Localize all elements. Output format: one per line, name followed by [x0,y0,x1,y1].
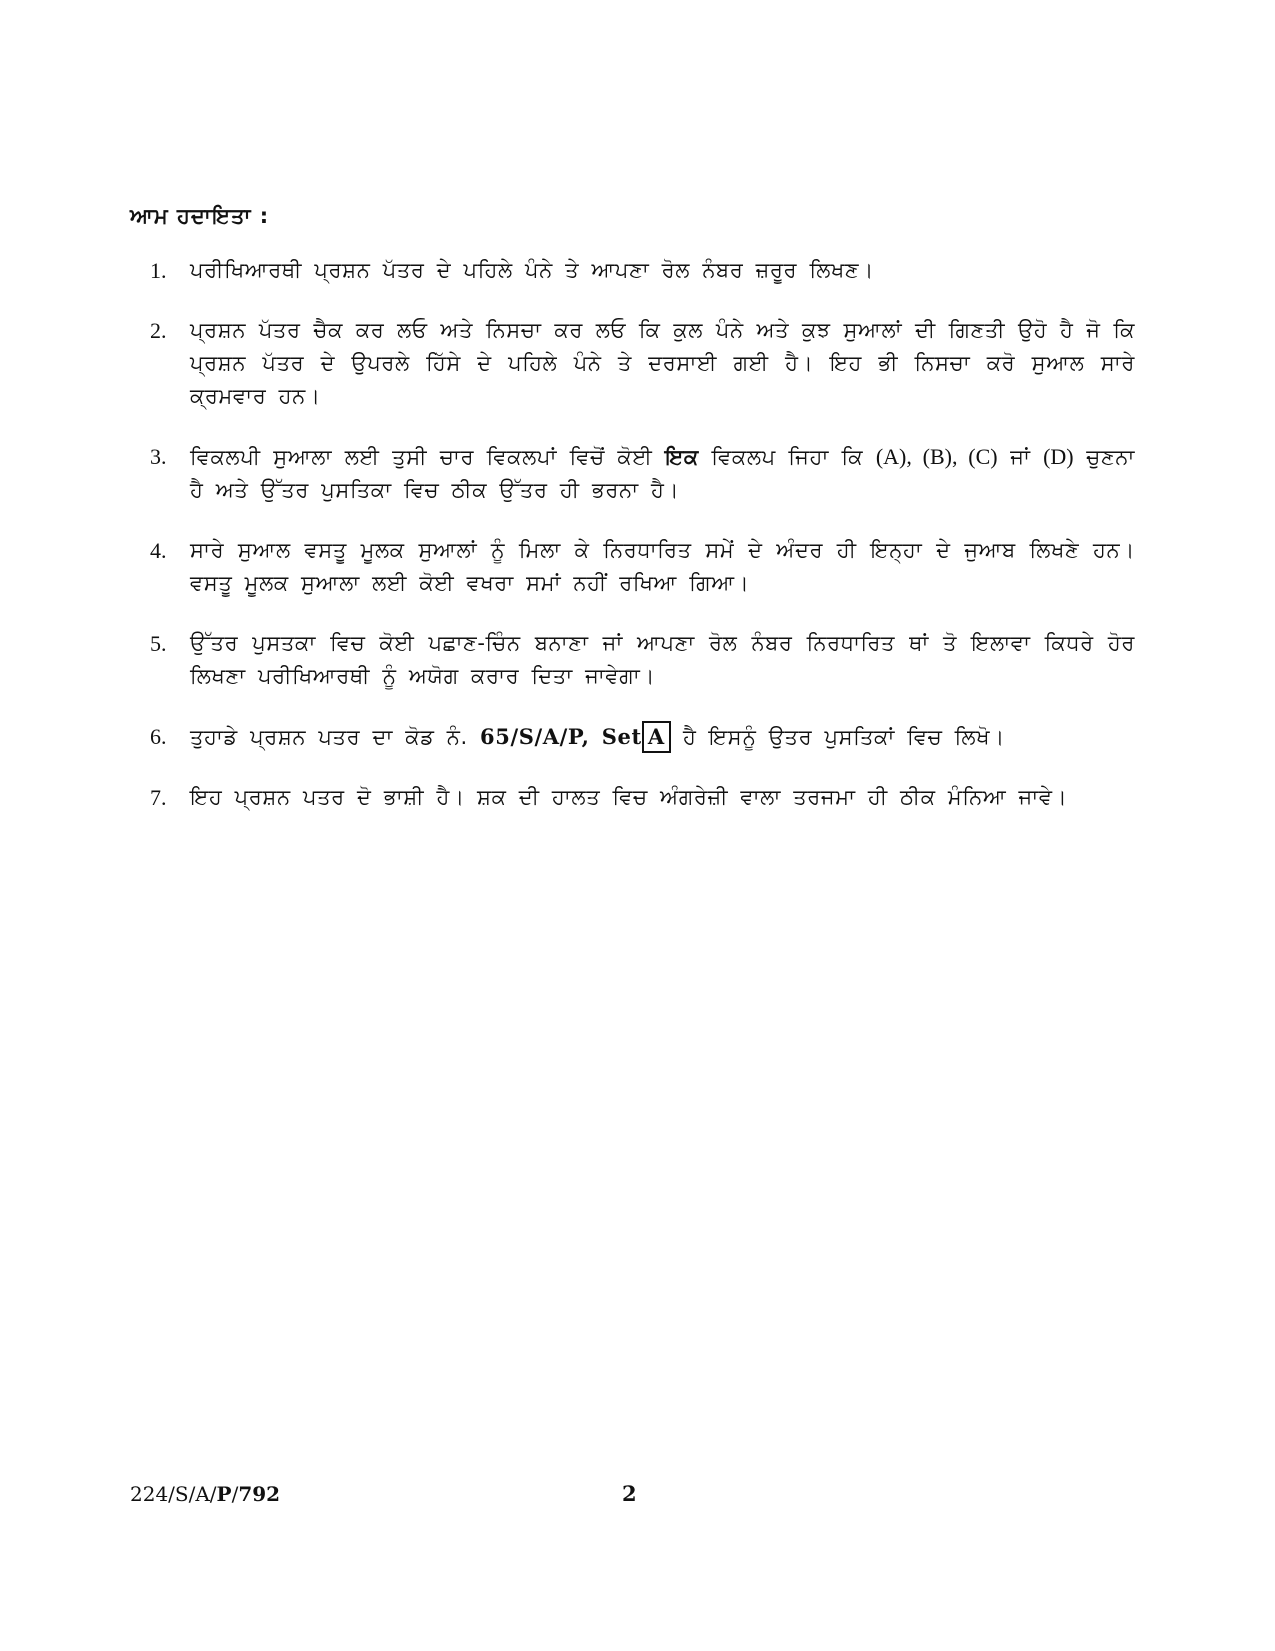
option-labels: (A), (B), (C) [875,444,998,469]
instruction-number: 5. [150,631,167,656]
instruction-text-part: ਵਿਕਲਪੀ ਸੁਆਲਾ ਲਈ ਤੁਸੀ ਚਾਰ ਵਿਕਲਪਾਂ ਵਿਚੋਂ ਕੋਈ [190,445,653,469]
instruction-text: ਉੱਤਰ ਪੁਸਤਕਾ ਵਿਚ ਕੋਈ ਪਛਾਣ-ਚਿੰਨ ਬਨਾਣਾ ਜਾਂ ਆਪਣਾ ਰੋਲ ਨੰਬਰ ਨਿਰਧਾਰਿਤ ਥਾਂ ਤੋ ਇਲਾਵਾ ਕਿਧਰੇ ਹੋਰ ਲਿਖਣਾ ਪਰੀਖਿਆਰਥੀ ਨੂੰ ਅਯੋਗ ਕਰਾਰ ਦਿਤਾ ਜਾਵੇਗਾ। [190,631,1135,688]
instruction-text: ਇਹ ਪ੍ਰਸ਼ਨ ਪਤਰ ਦੋ ਭਾਸ਼ੀ ਹੈ। ਸ਼ਕ ਦੀ ਹਾਲਤ ਵਿਚ ਅੰਗਰੇਜ਼ੀ ਵਾਲਾ ਤਰਜਮਾ ਹੀ ਠੀਕ ਮੰਨਿਆ ਜਾਵੇ। [190,785,1068,809]
instruction-number: 3. [150,444,167,469]
instruction-item [150,720,1135,754]
instruction-number: 4. [150,538,167,563]
instruction-number: 7. [150,785,167,810]
option-label-d: (D) [1043,444,1074,469]
instruction-text: ਸਾਰੇ ਸੁਆਲ ਵਸਤੂ ਮੂਲਕ ਸੁਆਲਾਂ ਨੂੰ ਮਿਲਾ ਕੇ ਨਿਰਧਾਰਿਤ ਸਮੇਂ ਦੇ ਅੰਦਰ ਹੀ ਇਨ੍ਹਾ ਦੇ ਜੁਆਬ ਲਿਖਣੇ ਹਨ। ਵਸਤੂ ਮੂਲਕ ਸੁਆਲਾ ਲਈ ਕੋਈ ਵਖਰਾ ਸਮਾਂ ਨਹੀਂ ਰਖਿਆ ਗਿਆ। [190,538,1135,595]
instruction-item [150,534,1135,600]
instruction-item [150,254,1135,287]
instruction-text [190,440,1135,507]
instruction-number: 2. [150,318,167,343]
paper-code: 65/S/A/P, [480,724,590,749]
footer-code-sep: / [231,1482,239,1506]
set-label: Set [601,724,642,749]
instruction-text-part: ਹੈ ਇਸਨੂੰ ਉਤਰ ਪੁਸਤਿਕਾਂ ਵਿਚ ਲਿਖੋ। [683,725,1005,749]
instruction-text-part: ਵਿਕਲਪ ਜਿਹਾ ਕਿ [711,445,864,469]
instruction-item [150,314,1135,413]
footer-paper-code [130,1482,280,1506]
instruction-text: ਪਰੀਖਿਆਰਥੀ ਪ੍ਰਸ਼ਨ ਪੱਤਰ ਦੇ ਪਹਿਲੇ ਪੰਨੇ ਤੇ ਆਪਣਾ ਰੋਲ ਨੰਬਰ ਜ਼ਰੂਰ ਲਿਖਣ। [190,258,874,282]
instruction-text [190,720,1135,754]
instruction-item [150,627,1135,693]
footer-code-prefix: 224/S/A/ [130,1482,217,1506]
instruction-item [150,781,1135,814]
instruction-text-part: ਜਾਂ [1010,445,1031,469]
footer-code-bold-p: P [216,1482,232,1506]
instruction-text-part: ਚੁਣਨਾ ਹੈ ਅਤੇ ਉੱਤਰ ਪੁਸਤਿਕਾ ਵਿਚ ਠੀਕ ਉੱਤਰ ਹੀ ਭਰਨਾ ਹੈ। [190,445,1135,502]
page-number: 2 [622,1481,637,1506]
instruction-item [150,440,1135,507]
instruction-number: 6. [150,724,167,749]
instruction-number: 1. [150,258,167,283]
instruction-text: ਪ੍ਰਸ਼ਨ ਪੱਤਰ ਚੈਕ ਕਰ ਲਓ ਅਤੇ ਨਿਸਚਾ ਕਰ ਲਓ ਕਿ ਕੁਲ ਪੰਨੇ ਅਤੇ ਕੁਝ ਸੁਆਲਾਂ ਦੀ ਗਿਣਤੀ ਉਹੋ ਹੈ ਜੋ ਕਿ ਪ੍ਰਸ਼ਨ ਪੱਤਰ ਦੇ ਉਪਰਲੇ ਹਿੱਸੇ ਦੇ ਪਹਿਲੇ ਪੰਨੇ ਤੇ ਦਰਸਾਈ ਗਈ ਹੈ। ਇਹ ਭੀ ਨਿਸਚਾ ਕਰੋ ਸੁਆਲ ਸਾਰੇ ਕ੍ਰਮਵਾਰ ਹਨ। [190,318,1135,408]
instruction-text-part: ਤੁਹਾਡੇ ਪ੍ਰਸ਼ਨ ਪਤਰ ਦਾ ਕੋਡ ਨੰ. [190,725,468,749]
set-value-box: A [642,721,671,753]
instructions-heading: ਆਮ ਹਦਾਇਤਾ : [130,204,270,228]
instruction-list [150,254,1135,814]
footer-code-bold-num: 792 [238,1482,281,1506]
instruction-emphasis: ਇਕ [665,445,699,469]
